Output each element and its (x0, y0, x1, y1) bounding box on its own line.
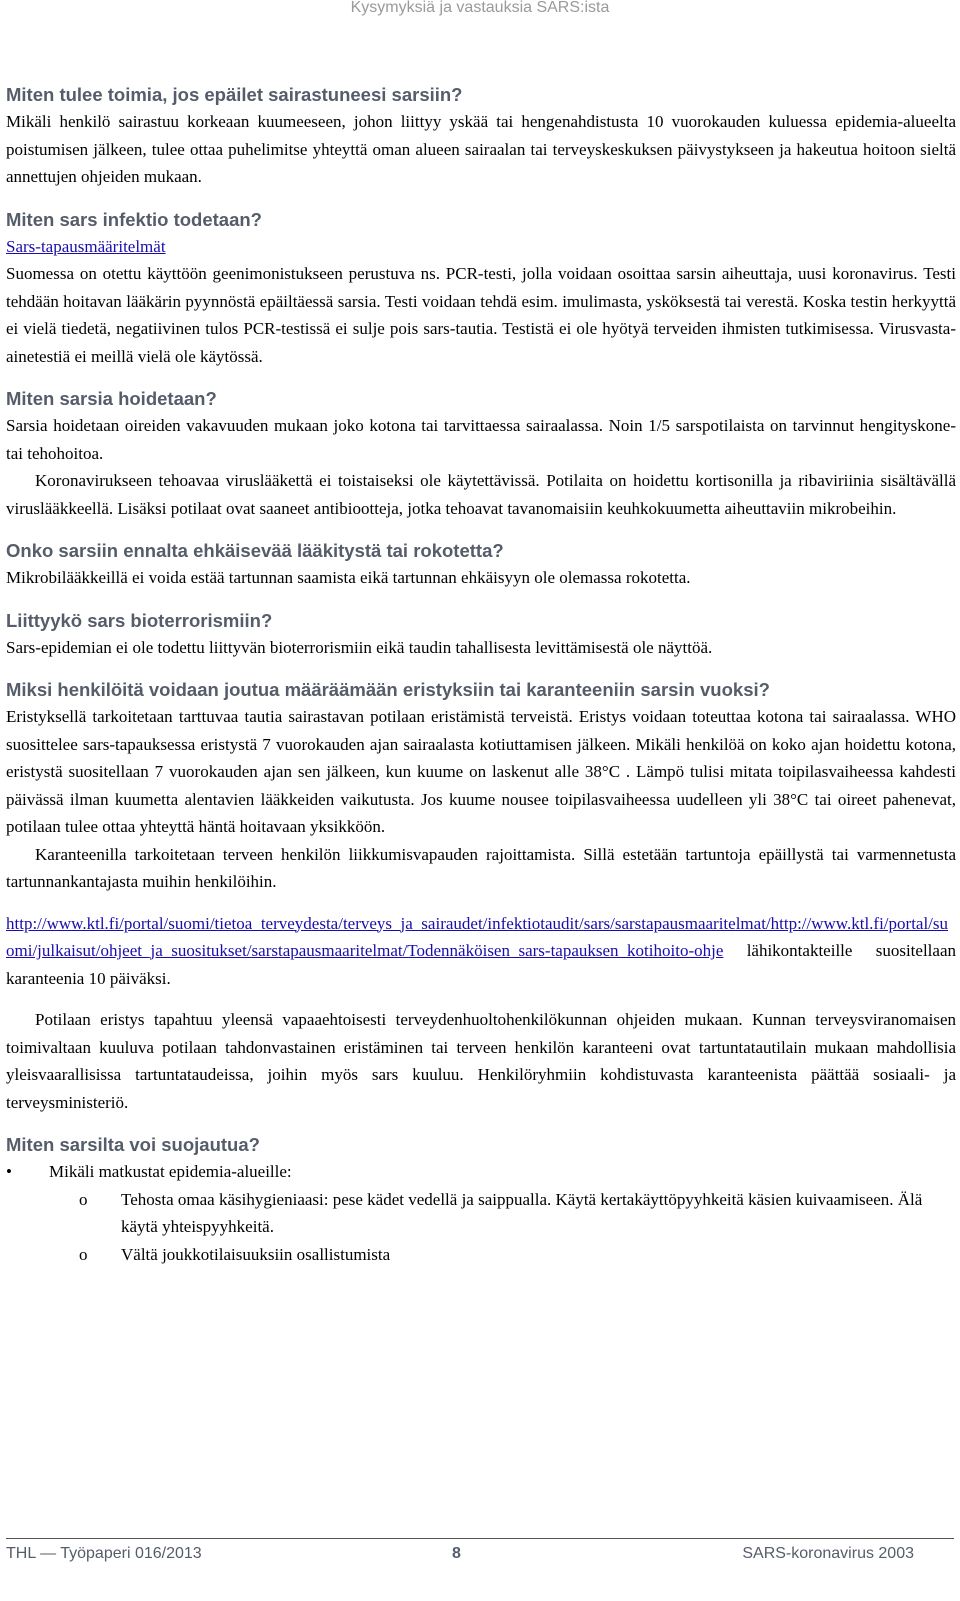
paragraph: Koronavirukseen tehoavaa viruslääkettä ei toistaiseksi ole käytettävissä. Potilaita on hoidettu kortisonilla ja ribaviriinia sisältävällä viruslääkkeellä. Lisäksi potilaat ovat saaneet antibiootteja, jotka tehoavat tavanomaisiin keuhkokuumetta aiheuttaviin mikrobeihin. (6, 471, 956, 518)
running-header: Kysymyksiä ja vastauksia SARS:ista (350, 0, 610, 16)
list-item-text: Mikäli matkustat epidemia-alueille: (49, 1162, 292, 1181)
paragraph: Sars-epidemian ei ole todettu liittyvän bioterrorismiin eikä taudin tahallisesta levittämisestä ole näyttöä. (6, 637, 713, 657)
kotihoito-ohje-link[interactable]: http://www.ktl.fi/portal/suomi/tietoa_terveydesta/terveys_ja_sairaudet/infektiotaudit/sars/sarstapausmaaritelmat/http://www.ktl.fi/portal/suomi/julkaisut/ohjeet_ja_suositukset/sarstapausmaaritelmat/Todennäköisen_sars-tapauksen_kotihoito-ohje (6, 913, 949, 960)
section-heading: Miten sars infektio todetaan? (6, 208, 262, 230)
paragraph: Potilaan eristys tapahtuu yleensä vapaaehtoisesti terveydenhuoltohenkilökunnan ohjeiden mukaan. Kunnan terveysviranomaisen toimivaltaan kuuluva potilaan tahdonvastainen eristäminen tai terveen henkilön karanteeni ovat tartuntatautilain mukaan mahdollisia yleisvaarallisissa tartuntataudeissa, joihin myös sars kuuluu. Henkilöryhmiin kohdistuvasta karanteenista päättää sosiaali- ja terveysministeriö. (6, 1010, 956, 1112)
paragraph: Sarsia hoidetaan oireiden vakavuuden mukaan joko kotona tai tarvittaessa sairaalassa. Noin 1/5 sarspotilaista on tarvinnut hengityskone- tai tehohoitoa. (6, 416, 956, 463)
document-body (6, 82, 956, 1268)
list-item (6, 1158, 956, 1268)
section-heading: Liittyykö sars bioterrorismiin? (6, 609, 273, 631)
link-trailing-text: lähikontakteille suositellaan karanteenia 10 päiväksi. (6, 941, 956, 988)
paragraph: Mikrobilääkkeillä ei voida estää tartunnan saamista eikä tartunnan ehkäisyyn ole olemassa rokotetta. (6, 568, 691, 587)
paragraph: Karanteenilla tarkoitetaan terveen henkilön liikkumisvapauden rajoittamista. Sillä estetään tartuntoja epäillystä tai varmennetusta tartunnankantajasta muihin henkilöihin. (6, 844, 956, 891)
circle-bullet-icon: o (79, 1244, 88, 1264)
paragraph: Mikäli henkilö sairastuu korkeaan kuumeeseen, johon liittyy yskää tai hengenahdistusta 10 vuorokauden kuluessa epidemia-alueelta poistumisen jälkeen, tulee ottaa puhelimitse yhteyttä oman alueen sairaalan tai terveyskeskuksen päivystykseen ja hakeutua hoitoon sieltä annettujen ohjeiden mukaan. (6, 112, 956, 186)
paragraph (6, 910, 956, 993)
page-footer (6, 1545, 914, 1569)
section-heading: Miten sarsia hoidetaan? (6, 388, 217, 409)
footer-publication: THL — Työpaperi 016/2013 (6, 1545, 202, 1562)
protection-list (6, 1158, 956, 1268)
section-heading: Miksi henkilöitä voidaan joutua määräämään eristyksiin tai karanteeniin sarsin vuoksi? (6, 679, 770, 700)
section-heading: Onko sarsiin ennalta ehkäisevää lääkitystä tai rokotetta? (6, 540, 504, 561)
circle-bullet-icon: o (79, 1189, 88, 1209)
section-heading: Miten tulee toimia, jos epäilet sairastuneesi sarsiin? (6, 84, 463, 105)
tapausmaaritelmat-link[interactable]: Sars-tapausmääritelmät (6, 236, 166, 256)
paragraph: Eristyksellä tarkoitetaan tarttuvaa tautia sairastavan potilaan eristämistä terveistä. Eristys voidaan toteuttaa kotona tai sairaalassa. WHO suosittelee sars-tapauksessa eristystä 7 vuorokauden ajan sairaalasta kotiuttamisen jälkeen. Mikäli henkilöä on koko ajan hoidettu kotona, eristystä suositellaan 7 vuorokauden ajan sen jälkeen, kun kuume on laskenut alle 38°C . Lämpö tulisi mitata toipilasvaiheessa kahdesti päivässä ilman kuumetta alentavien lääkkeiden vaikutusta. Jos kuume nousee toipilasvaiheessa uudelleen yli 38°C tai oireet pahenevat, potilaan tulee ottaa yhteyttä häntä hoitavaan yksikköön. (6, 707, 956, 836)
footer-title: SARS-koronavirus 2003 (742, 1545, 914, 1562)
sub-list-item-text: Vältä joukkotilaisuuksiin osallistumista (121, 1244, 391, 1264)
page-number: 8 (452, 1545, 461, 1562)
bullet-icon: • (6, 1162, 12, 1181)
sub-list (49, 1186, 956, 1269)
footer-divider (6, 1538, 954, 1539)
sub-list-item (6, 1186, 956, 1241)
section-heading: Miten sarsilta voi suojautua? (6, 1134, 260, 1155)
paragraph: Suomessa on otettu käyttöön geenimonistukseen perustuva ns. PCR-testi, jolla voidaan osoittaa sarsin aiheuttaja, uusi koronavirus. Testi tehdään hoitavan lääkärin pyynnöstä epäiltäessä sarsia. Testi voidaan tehdä esim. imulimasta, ysköksestä tai verestä. Koska testin herkyyttä ei vielä tiedetä, negatiivinen tulos PCR-testissä ei sulje pois sars-tautia. Testistä ei ole hyötyä terveiden ihmisten tutkimisessa. Virusvasta-ainetestiä ei meillä vielä ole käytössä. (6, 264, 956, 366)
sub-list-item (6, 1241, 956, 1269)
sub-list-item-text: Tehosta omaa käsihygieniaasi: pese kädet vedellä ja saippualla. Käytä kertakäyttöpyyhkeitä käsien kuivaamiseen. Älä käytä yhteispyyhkeitä. (121, 1189, 923, 1236)
